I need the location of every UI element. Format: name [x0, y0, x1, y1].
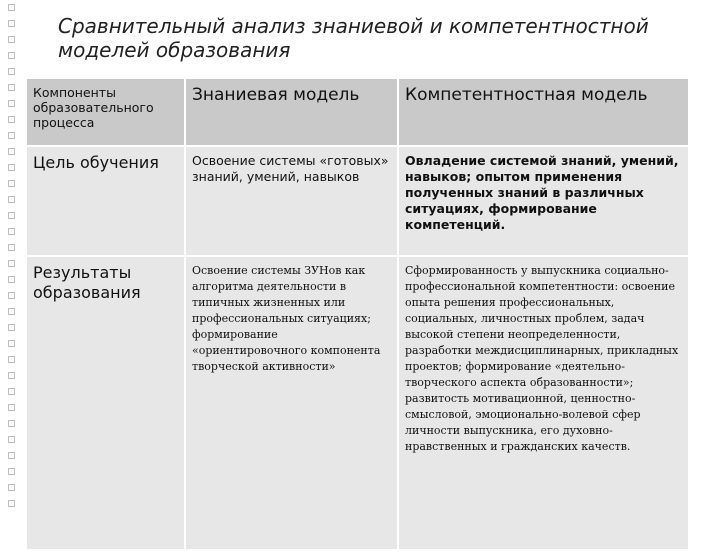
decorative-square: [8, 388, 15, 395]
decorative-square: [8, 404, 15, 411]
decorative-square: [8, 164, 15, 171]
decorative-square: [8, 212, 15, 219]
table-cell: [185, 256, 398, 550]
decorative-square: [8, 196, 15, 203]
decorative-square: [8, 436, 15, 443]
table-row-results: [26, 256, 689, 550]
row-header-cell: [26, 256, 185, 550]
decorative-square: [8, 468, 15, 475]
table-row-goal: [26, 146, 689, 256]
header-knowledge-model-label: Знаниевая модель: [192, 85, 360, 105]
header-competence-model-label: Компетентностная модель: [405, 85, 648, 105]
table-cell: [185, 146, 398, 256]
decorative-square: [8, 100, 15, 107]
goal-knowledge-text: Освоение системы «готовых» знаний, умений, навыков: [192, 153, 389, 184]
decorative-square: [8, 84, 15, 91]
decorative-square: [8, 228, 15, 235]
decorative-square: [8, 340, 15, 347]
decorative-square: [8, 116, 15, 123]
row-label-results: Результаты образования: [33, 263, 141, 302]
decorative-square: [8, 148, 15, 155]
decorative-square: [8, 292, 15, 299]
decorative-square-strip: [6, 0, 16, 540]
decorative-square: [8, 500, 15, 507]
decorative-square: [8, 244, 15, 251]
decorative-square: [8, 276, 15, 283]
table-cell: [398, 146, 689, 256]
results-knowledge-text: Освоение системы ЗУНов как алгоритма деятельности в типичных жизненных или профессиональных ситуациях; формирование «ориентировочного компонента творческой активности»: [192, 264, 381, 373]
header-cell-components: [26, 78, 185, 146]
results-competence-text: Сформированность у выпускника социально-профессиональной компетентности: освоение опыта решения профессиональных, социальных, личностных проблем, задач высокой степени неопределенности, разработки междисциплинарных, прикладных проектов; формирование «деятельно-творческого аспекта образованности»; развитость мотивационной, ценностно-смысловой, эмоционально-волевой сфер личности выпускника, его духовно-нравственных и гражданских качеств.: [405, 264, 679, 453]
header-components-label: Компоненты образовательного процесса: [33, 85, 154, 130]
decorative-square: [8, 4, 15, 11]
row-label-goal: Цель обучения: [33, 153, 159, 172]
header-cell-competence-model: [398, 78, 689, 146]
decorative-square: [8, 308, 15, 315]
decorative-square: [8, 324, 15, 331]
header-cell-knowledge-model: [185, 78, 398, 146]
decorative-square: [8, 132, 15, 139]
decorative-square: [8, 260, 15, 267]
decorative-square: [8, 420, 15, 427]
table-cell: [398, 256, 689, 550]
decorative-square: [8, 68, 15, 75]
decorative-square: [8, 356, 15, 363]
table-header-row: [26, 78, 689, 146]
goal-competence-text: Овладение системой знаний, умений, навыков; опытом применения полученных знаний в различных ситуациях, формирование компетенций.: [405, 153, 679, 232]
decorative-square: [8, 180, 15, 187]
decorative-square: [8, 452, 15, 459]
decorative-square: [8, 52, 15, 59]
slide-title: Сравнительный анализ знаниевой и компетентностной моделей образования: [58, 14, 649, 62]
row-header-cell: [26, 146, 185, 256]
decorative-square: [8, 20, 15, 27]
comparison-table: [25, 77, 690, 551]
decorative-square: [8, 372, 15, 379]
decorative-square: [8, 36, 15, 43]
decorative-square: [8, 484, 15, 491]
